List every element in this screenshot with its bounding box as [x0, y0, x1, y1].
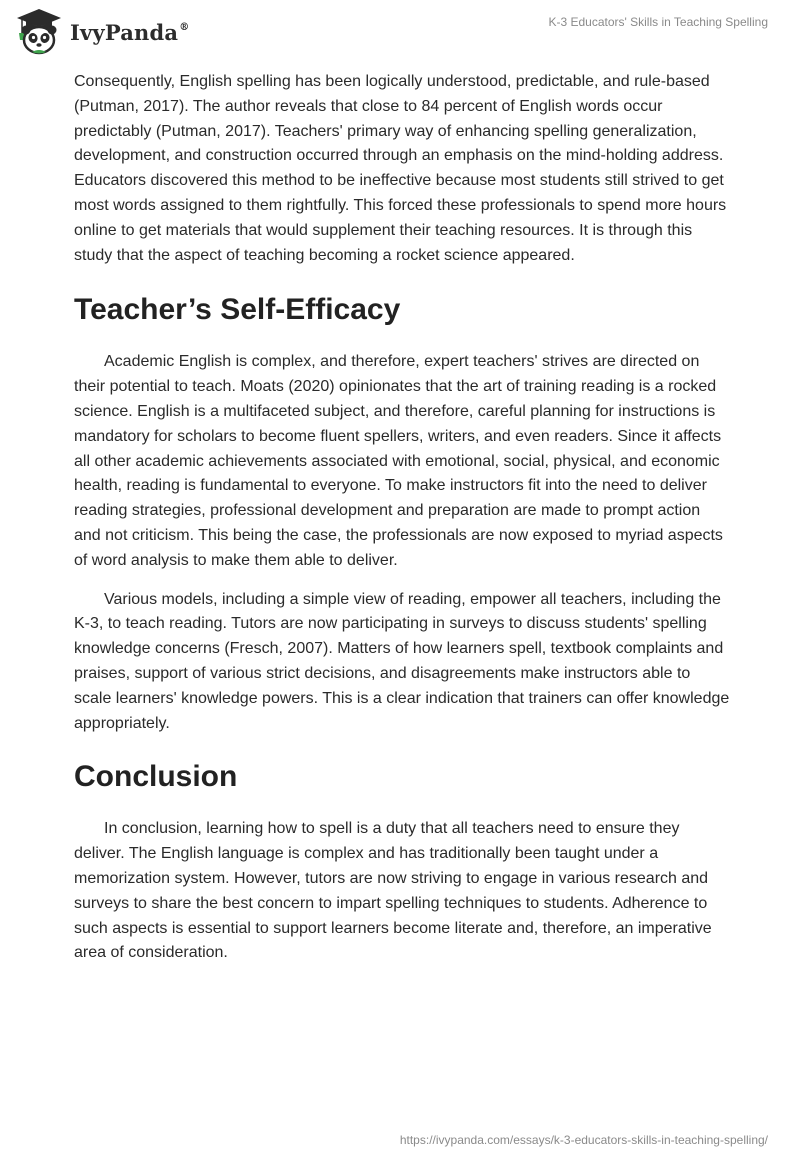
document-title: K-3 Educators' Skills in Teaching Spelling	[548, 15, 768, 29]
source-url-link[interactable]: https://ivypanda.com/essays/k-3-educators-skills-in-teaching-spelling/	[399, 1133, 768, 1147]
brand-logo[interactable]	[14, 7, 189, 55]
self-efficacy-paragraph-2: Various models, including a simple view of reading, empower all teachers, including the K-3, to teach reading. Tutors are now participating in surveys to discuss students' spelling knowledge concerns (Fresch, 2007). Matters of how learners spell, textbook complaints and praises, support of various strict decisions, and disagreements make instructors able to scale learners' knowledge powers. This is a clear indication that trainers can offer knowledge appropriately.	[74, 590, 730, 732]
section-heading-conclusion: Conclusion	[74, 760, 238, 794]
panda-graduation-cap-icon	[14, 7, 64, 55]
self-efficacy-paragraph-1: Academic English is complex, and therefore, expert teachers' strives are directed on their potential to teach. Moats (2020) opinionates that the art of training reading is a rocked science. English is a multifaceted subject, and therefore, careful planning for instructions is mandatory for scholars to become fluent spellers, writers, and even readers. Since it affects all other academic achievements associated with emotional, social, physical, and economic health, reading is fundamental to everyone. To make instructors fit into the need to deliver reading strategies, professional development and preparation are made to prompt action and not criticism. This being the case, the professionals are now exposed to myriad aspects of word analysis to make them able to deliver.	[74, 353, 723, 569]
conclusion-paragraph: In conclusion, learning how to spell is a duty that all teachers need to ensure they deliver. The English language is complex and has traditionally been taught under a memorization system. However, tutors are now striving to engage in various research and surveys to share the best concern to impart spelling techniques to students. Adherence to such aspects is essential to support learners become literate and, therefore, an imperative area of consideration.	[74, 820, 712, 962]
section-heading-self-efficacy: Teacher’s Self-Efficacy	[74, 293, 401, 327]
brand-name: IvyPanda®	[70, 19, 190, 45]
page-header	[0, 0, 800, 60]
intro-paragraph: Consequently, English spelling has been logically understood, predictable, and rule-based (Putman, 2017). The author reveals that close to 84 percent of English words occur predictably (Putman, 2017). Teachers' primary way of enhancing spelling generalization, development, and construction occurred through an emphasis on the mind-holding address. Educators discovered this method to be ineffective because most students still strived to get most words assigned to them rightfully. This forced these professionals to spend more hours online to get materials that would supplement their teaching resources. It is through this study that the aspect of teaching becoming a rocket science appeared.	[74, 73, 727, 264]
essay-content	[74, 70, 730, 966]
